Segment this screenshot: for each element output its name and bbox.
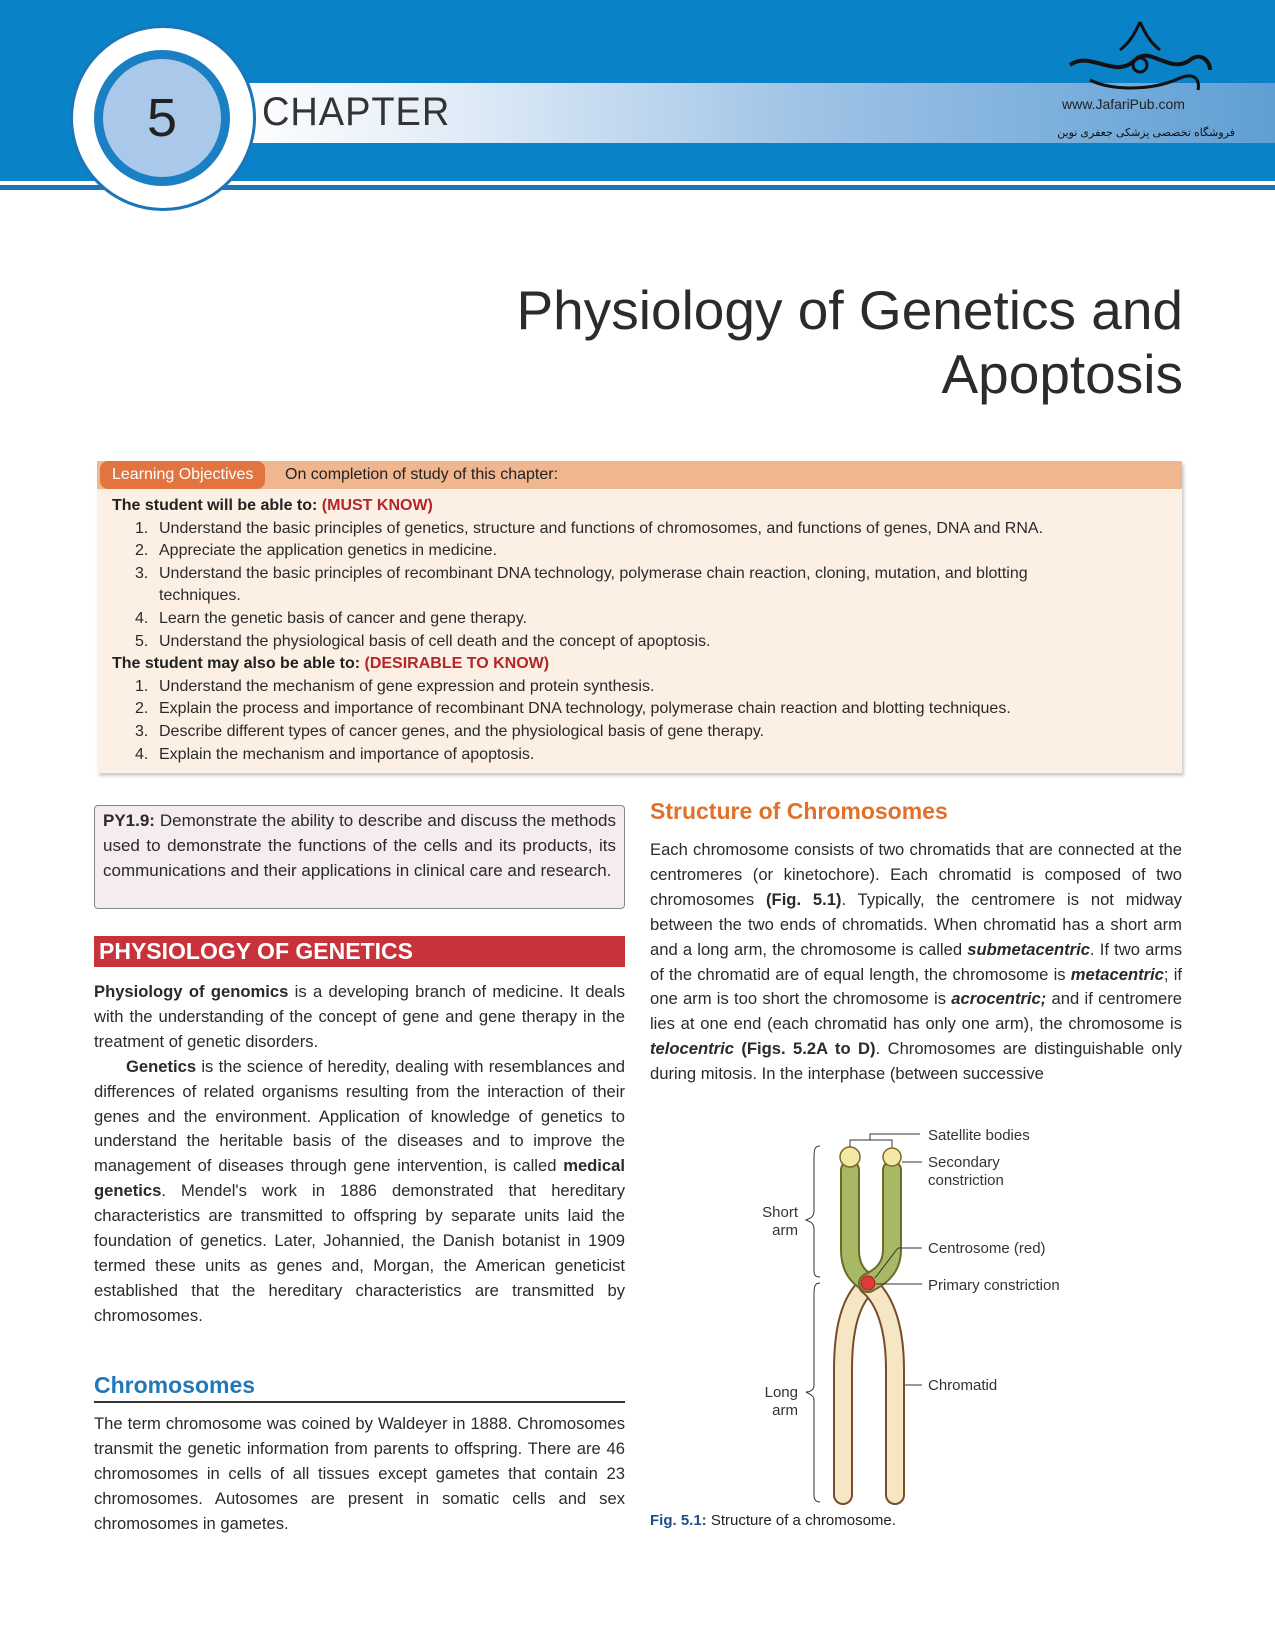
must-know-label: The student will be able to: bbox=[112, 497, 322, 514]
text: Each chromosome consists of two chromatids that are connected at the centromeres (or kinetochore). Each chromatid is composed of two chromosomes bbox=[650, 840, 1182, 909]
desirable-heading bbox=[112, 653, 1172, 676]
list-item: 3. Describe different types of cancer genes, and the physiological basis of gene therapy. bbox=[135, 722, 765, 740]
label-short-arm: arm bbox=[772, 1222, 798, 1239]
publisher-tagline: فروشگاه تخصصی پزشکی جعفری نوین bbox=[1057, 127, 1235, 139]
bold-term: Physiology of genomics bbox=[94, 982, 289, 1001]
term: metacentric bbox=[1070, 964, 1164, 984]
label-long-arm: arm bbox=[772, 1402, 798, 1419]
chromosome-figure bbox=[630, 1100, 1110, 1520]
list-item: 5. Understand the physiological basis of cell death and the concept of apoptosis. bbox=[135, 632, 711, 650]
text: . Chromosomes are distinguishable only during mitosis. In the interphase (between successive bbox=[650, 1039, 1182, 1084]
label-centrosome: Centrosome (red) bbox=[928, 1240, 1046, 1257]
learning-objectives-intro: On completion of study of this chapter: bbox=[285, 466, 559, 483]
desirable-label: The student may also be able to: bbox=[112, 655, 365, 673]
figure-ref[interactable]: (Fig. 5.1) bbox=[766, 889, 842, 909]
page-title: Physiology of Genetics and Apoptosis bbox=[516, 279, 1183, 405]
structure-paragraph bbox=[650, 838, 1182, 1087]
text: . If two arms of the chromatid are of equal length, the chromosome is bbox=[650, 939, 1182, 984]
list-item: 4. Learn the genetic basis of cancer and gene therapy. bbox=[135, 609, 527, 627]
list-item-text: Understand the basic principles of recombinant DNA technology, polymerase chain reaction, cloning, mutation, and blotting techniques. bbox=[159, 564, 1028, 605]
list-item-text: Understand the physiological basis of cell death and the concept of apoptosis. bbox=[159, 632, 711, 650]
list-item: 2. Appreciate the application genetics in medicine. bbox=[135, 542, 497, 560]
label-long: Long bbox=[764, 1384, 798, 1401]
genetics-paragraphs bbox=[94, 980, 625, 1329]
competency-code: PY1.9: bbox=[103, 811, 155, 830]
paragraph-text: is the science of heredity, dealing with resemblances and differences of related organisms resulting from the interaction of their genes and the environment. Application of knowledge of genetics to understand the heritable basis of the diseases and to improve the management of diseases through gene intervention, is called bbox=[94, 1056, 625, 1176]
label-short: Short bbox=[762, 1204, 798, 1221]
structure-heading: Structure of Chromosomes bbox=[650, 798, 948, 824]
list-item-text: Explain the mechanism and importance of apoptosis. bbox=[159, 745, 535, 763]
list-item-text: Explain the process and importance of recombinant DNA technology, polymerase chain reaction and blotting techniques. bbox=[159, 700, 1011, 718]
list-item-text: Understand the mechanism of gene expression and protein synthesis. bbox=[159, 677, 655, 695]
label-constriction: constriction bbox=[928, 1172, 1004, 1189]
competency-text: Demonstrate the ability to describe and discuss the methods used to demonstrate the functions of the cells and its products, its communications and their applications in clinical care and research. bbox=[103, 811, 616, 880]
desirable-key: (DESIRABLE TO KNOW) bbox=[364, 655, 550, 673]
must-know-key: (MUST KNOW) bbox=[321, 497, 433, 514]
term: submetacentric bbox=[967, 939, 1090, 959]
figure-caption bbox=[650, 1512, 896, 1529]
list-item: 3. Understand the basic principles of recombinant DNA technology, polymerase chain reaction, cloning, mutation, and blotting techniques. bbox=[135, 564, 1028, 605]
learning-objectives-content bbox=[112, 495, 1172, 766]
chapter-number: 5 bbox=[94, 50, 230, 186]
centromere bbox=[861, 1276, 875, 1290]
paragraph-text: is a developing branch of medicine. It deals with the understanding of the concept of gene and gene therapy in the treatment of genetic disorders. bbox=[94, 982, 625, 1051]
paragraph bbox=[94, 1055, 625, 1329]
list-item: 1. Understand the mechanism of gene expression and protein synthesis. bbox=[135, 677, 655, 695]
caption-label: Fig. 5.1: bbox=[650, 1512, 707, 1529]
list-item: 2. Explain the process and importance of recombinant DNA technology, polymerase chain reaction and blotting techniques. bbox=[135, 700, 1011, 718]
label-chromatid: Chromatid bbox=[928, 1377, 998, 1394]
list-item-text: Appreciate the application genetics in medicine. bbox=[159, 542, 497, 560]
publisher-url[interactable]: www.JafariPub.com bbox=[1062, 96, 1185, 112]
learning-objectives-tag: Learning Objectives bbox=[100, 461, 265, 489]
text: and if centromere lies at one end (each chromatid has only one arm), the chromosome is bbox=[650, 989, 1182, 1034]
caption-text: Structure of a chromosome. bbox=[706, 1512, 896, 1529]
satellite-body-right bbox=[883, 1148, 901, 1166]
term: acrocentric; bbox=[951, 989, 1047, 1009]
figure-ref[interactable]: (Figs. 5.2A to D) bbox=[733, 1039, 876, 1059]
list-item-text: Describe different types of cancer genes, and the physiological basis of gene therapy. bbox=[159, 722, 765, 740]
publisher-logo-icon bbox=[1060, 20, 1220, 95]
list-item-text: Learn the genetic basis of cancer and gene therapy. bbox=[159, 609, 527, 627]
label-secondary: Secondary bbox=[928, 1154, 1000, 1171]
bold-term: medical genetics bbox=[94, 1156, 625, 1201]
label-primary-constriction: Primary constriction bbox=[928, 1277, 1060, 1294]
paragraph-text: . Mendel's work in 1886 demonstrated that hereditary characteristics are transmitted to offspring by separate units laid the foundation of genetics. Later, Johannied, the Danish botanist in 1909 termed these units as genes and, Morgan, the American geneticist established that the hereditary characteristics are transmitted by chromosomes. bbox=[94, 1181, 625, 1325]
chapter-label: CHAPTER bbox=[262, 90, 451, 134]
section-heading: PHYSIOLOGY OF GENETICS bbox=[94, 936, 625, 967]
label-satellite-bodies: Satellite bodies bbox=[928, 1127, 1030, 1144]
satellite-body-left bbox=[840, 1147, 860, 1167]
bold-term: Genetics bbox=[126, 1056, 197, 1076]
text: ; if one arm is too short the chromosome is bbox=[650, 964, 1182, 1009]
list-item: 4. Explain the mechanism and importance of apoptosis. bbox=[135, 745, 535, 763]
must-know-heading bbox=[112, 495, 1172, 518]
chromosomes-heading: Chromosomes bbox=[94, 1372, 625, 1403]
list-item: 1. Understand the basic principles of genetics, structure and functions of chromosomes, and functions of genes, DNA and RNA. bbox=[135, 519, 1044, 537]
chromosomes-paragraph: The term chromosome was coined by Waldeyer in 1888. Chromosomes transmit the genetic information from parents to offspring. There are 46 chromosomes in cells of all tissues except gametes that contain 23 chromosomes. Autosomes are present in somatic cells and sex chromosomes in gametes. bbox=[94, 1414, 625, 1533]
paragraph bbox=[94, 980, 625, 1055]
competency-box bbox=[94, 805, 625, 909]
text: . Typically, the centromere is not midway between the two ends of chromatids. When chromatid has a short arm and a long arm, the chromosome is called bbox=[650, 889, 1182, 959]
term: telocentric bbox=[650, 1039, 734, 1059]
list-item-text: Understand the basic principles of genetics, structure and functions of chromosomes, and functions of genes, DNA and RNA. bbox=[159, 519, 1044, 537]
